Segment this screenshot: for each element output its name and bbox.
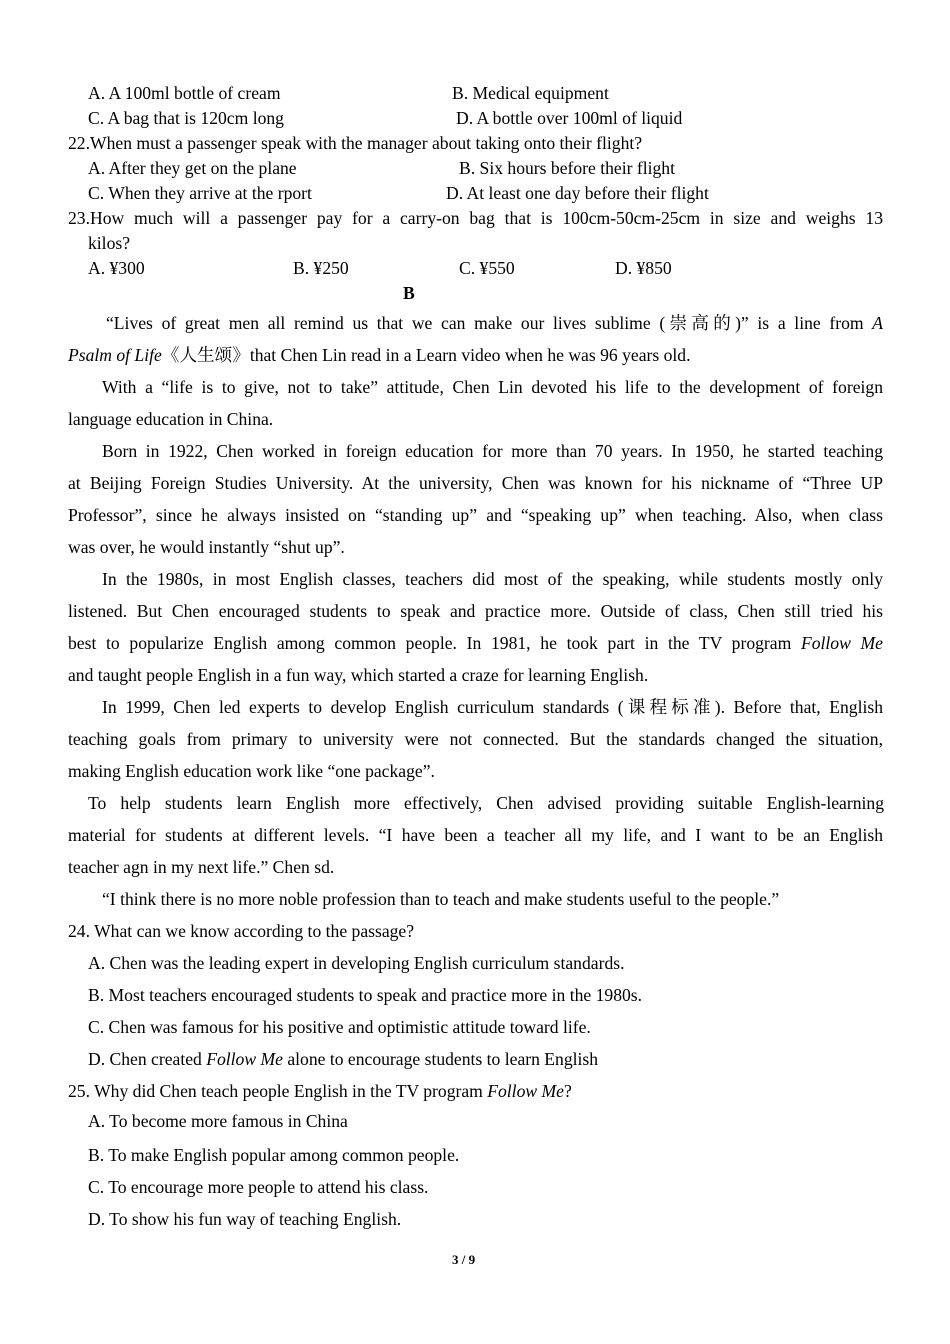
passage-line — [68, 632, 883, 654]
passage-line: With a “life is to give, not to take” attitude, Chen Lin devoted his life to the development of foreign — [102, 377, 883, 397]
question-stem: 23.How much will a passenger pay for a carry-on bag that is 100cm-50cm-25cm in size and weighs 13 — [68, 208, 883, 228]
passage-line — [106, 312, 883, 334]
program-italic: Follow Me — [487, 1081, 564, 1101]
option-a: A. To become more famous in China — [88, 1111, 348, 1131]
question-stem: 24. What can we know according to the passage? — [68, 921, 415, 941]
passage-line: In 1999, Chen led experts to develop English curriculum standards (课程标准). Before that, English — [102, 697, 883, 717]
passage-line: was over, he would instantly “shut up”. — [68, 537, 345, 557]
text: 《人生颂》that Chen Lin read in a Learn video when he was 96 years old. — [161, 345, 691, 365]
passage-line: teacher agn in my next life.” Chen sd. — [68, 857, 335, 877]
option-b: B. Most teachers encouraged students to speak and practice more in the 1980s. — [88, 985, 643, 1005]
option-d: D. At least one day before their flight — [446, 183, 709, 203]
passage-line: and taught people English in a fun way, which started a craze for learning English. — [68, 665, 649, 685]
passage-line: language education in China. — [68, 409, 274, 429]
option-d: D. To show his fun way of teaching English. — [88, 1209, 402, 1229]
passage-line: at Beijing Foreign Studies University. At the university, Chen was known for his nickname of “Three UP — [68, 473, 883, 493]
passage-line: Professor”, since he always insisted on “standing up” and “speaking up” when teaching. Also, when class — [68, 505, 883, 525]
option-c: C. A bag that is 120cm long — [88, 108, 284, 128]
option-a: A. ¥300 — [88, 258, 145, 278]
text: “Lives of great men all remind us that we can make our lives sublime (崇高的)” is a line from — [106, 313, 873, 333]
option-c: C. ¥550 — [459, 258, 515, 278]
question-stem-cont: kilos? — [88, 233, 131, 253]
passage-line: “I think there is no more noble profession than to teach and make students useful to the people.” — [102, 889, 780, 909]
option-a: A. A 100ml bottle of cream — [88, 83, 281, 103]
passage-line: To help students learn English more effectively, Chen advised providing suitable English-learning — [88, 793, 884, 813]
option-c: C. Chen was famous for his positive and optimistic attitude toward life. — [88, 1017, 591, 1037]
program-italic: Follow Me — [206, 1049, 283, 1069]
passage-line: Born in 1922, Chen worked in foreign education for more than 70 years. In 1950, he started teaching — [102, 441, 883, 461]
program-italic: Follow Me — [800, 633, 883, 653]
passage-line: In the 1980s, in most English classes, teachers did most of the speaking, while students mostly only — [102, 569, 883, 589]
question-stem: 22.When must a passenger speak with the manager about taking onto their flight? — [68, 133, 643, 153]
passage-line: making English education work like “one package”. — [68, 761, 435, 781]
text: D. Chen created — [88, 1049, 207, 1069]
option-c: C. To encourage more people to attend his class. — [88, 1177, 429, 1197]
passage-line — [68, 344, 691, 366]
title-italic: A — [872, 313, 883, 333]
option-d — [88, 1048, 598, 1070]
option-b: B. To make English popular among common people. — [88, 1145, 460, 1165]
text: ? — [563, 1081, 572, 1101]
passage-line: material for students at different levels. “I have been a teacher all my life, and I want to be an English — [68, 825, 883, 845]
option-a: A. After they get on the plane — [88, 158, 297, 178]
option-d: D. ¥850 — [615, 258, 672, 278]
option-b: B. Medical equipment — [452, 83, 609, 103]
page-number: 3 / 9 — [452, 1252, 476, 1267]
question-stem — [68, 1080, 572, 1102]
option-d: D. A bottle over 100ml of liquid — [456, 108, 683, 128]
passage-line: listened. But Chen encouraged students to speak and practice more. Outside of class, Chen still tried his — [68, 601, 883, 621]
option-a: A. Chen was the leading expert in developing English curriculum standards. — [88, 953, 625, 973]
option-c: C. When they arrive at the rport — [88, 183, 312, 203]
text: alone to encourage students to learn English — [282, 1049, 599, 1069]
section-title: B — [403, 283, 415, 303]
option-b: B. ¥250 — [293, 258, 349, 278]
title-italic: Psalm of Life — [68, 345, 162, 365]
option-b: B. Six hours before their flight — [459, 158, 675, 178]
text: 25. Why did Chen teach people English in the TV program — [68, 1081, 488, 1101]
passage-line: teaching goals from primary to university were not connected. But the standards changed the situation, — [68, 729, 883, 749]
text: best to popularize English among common people. In 1981, he took part in the TV program — [68, 633, 801, 653]
